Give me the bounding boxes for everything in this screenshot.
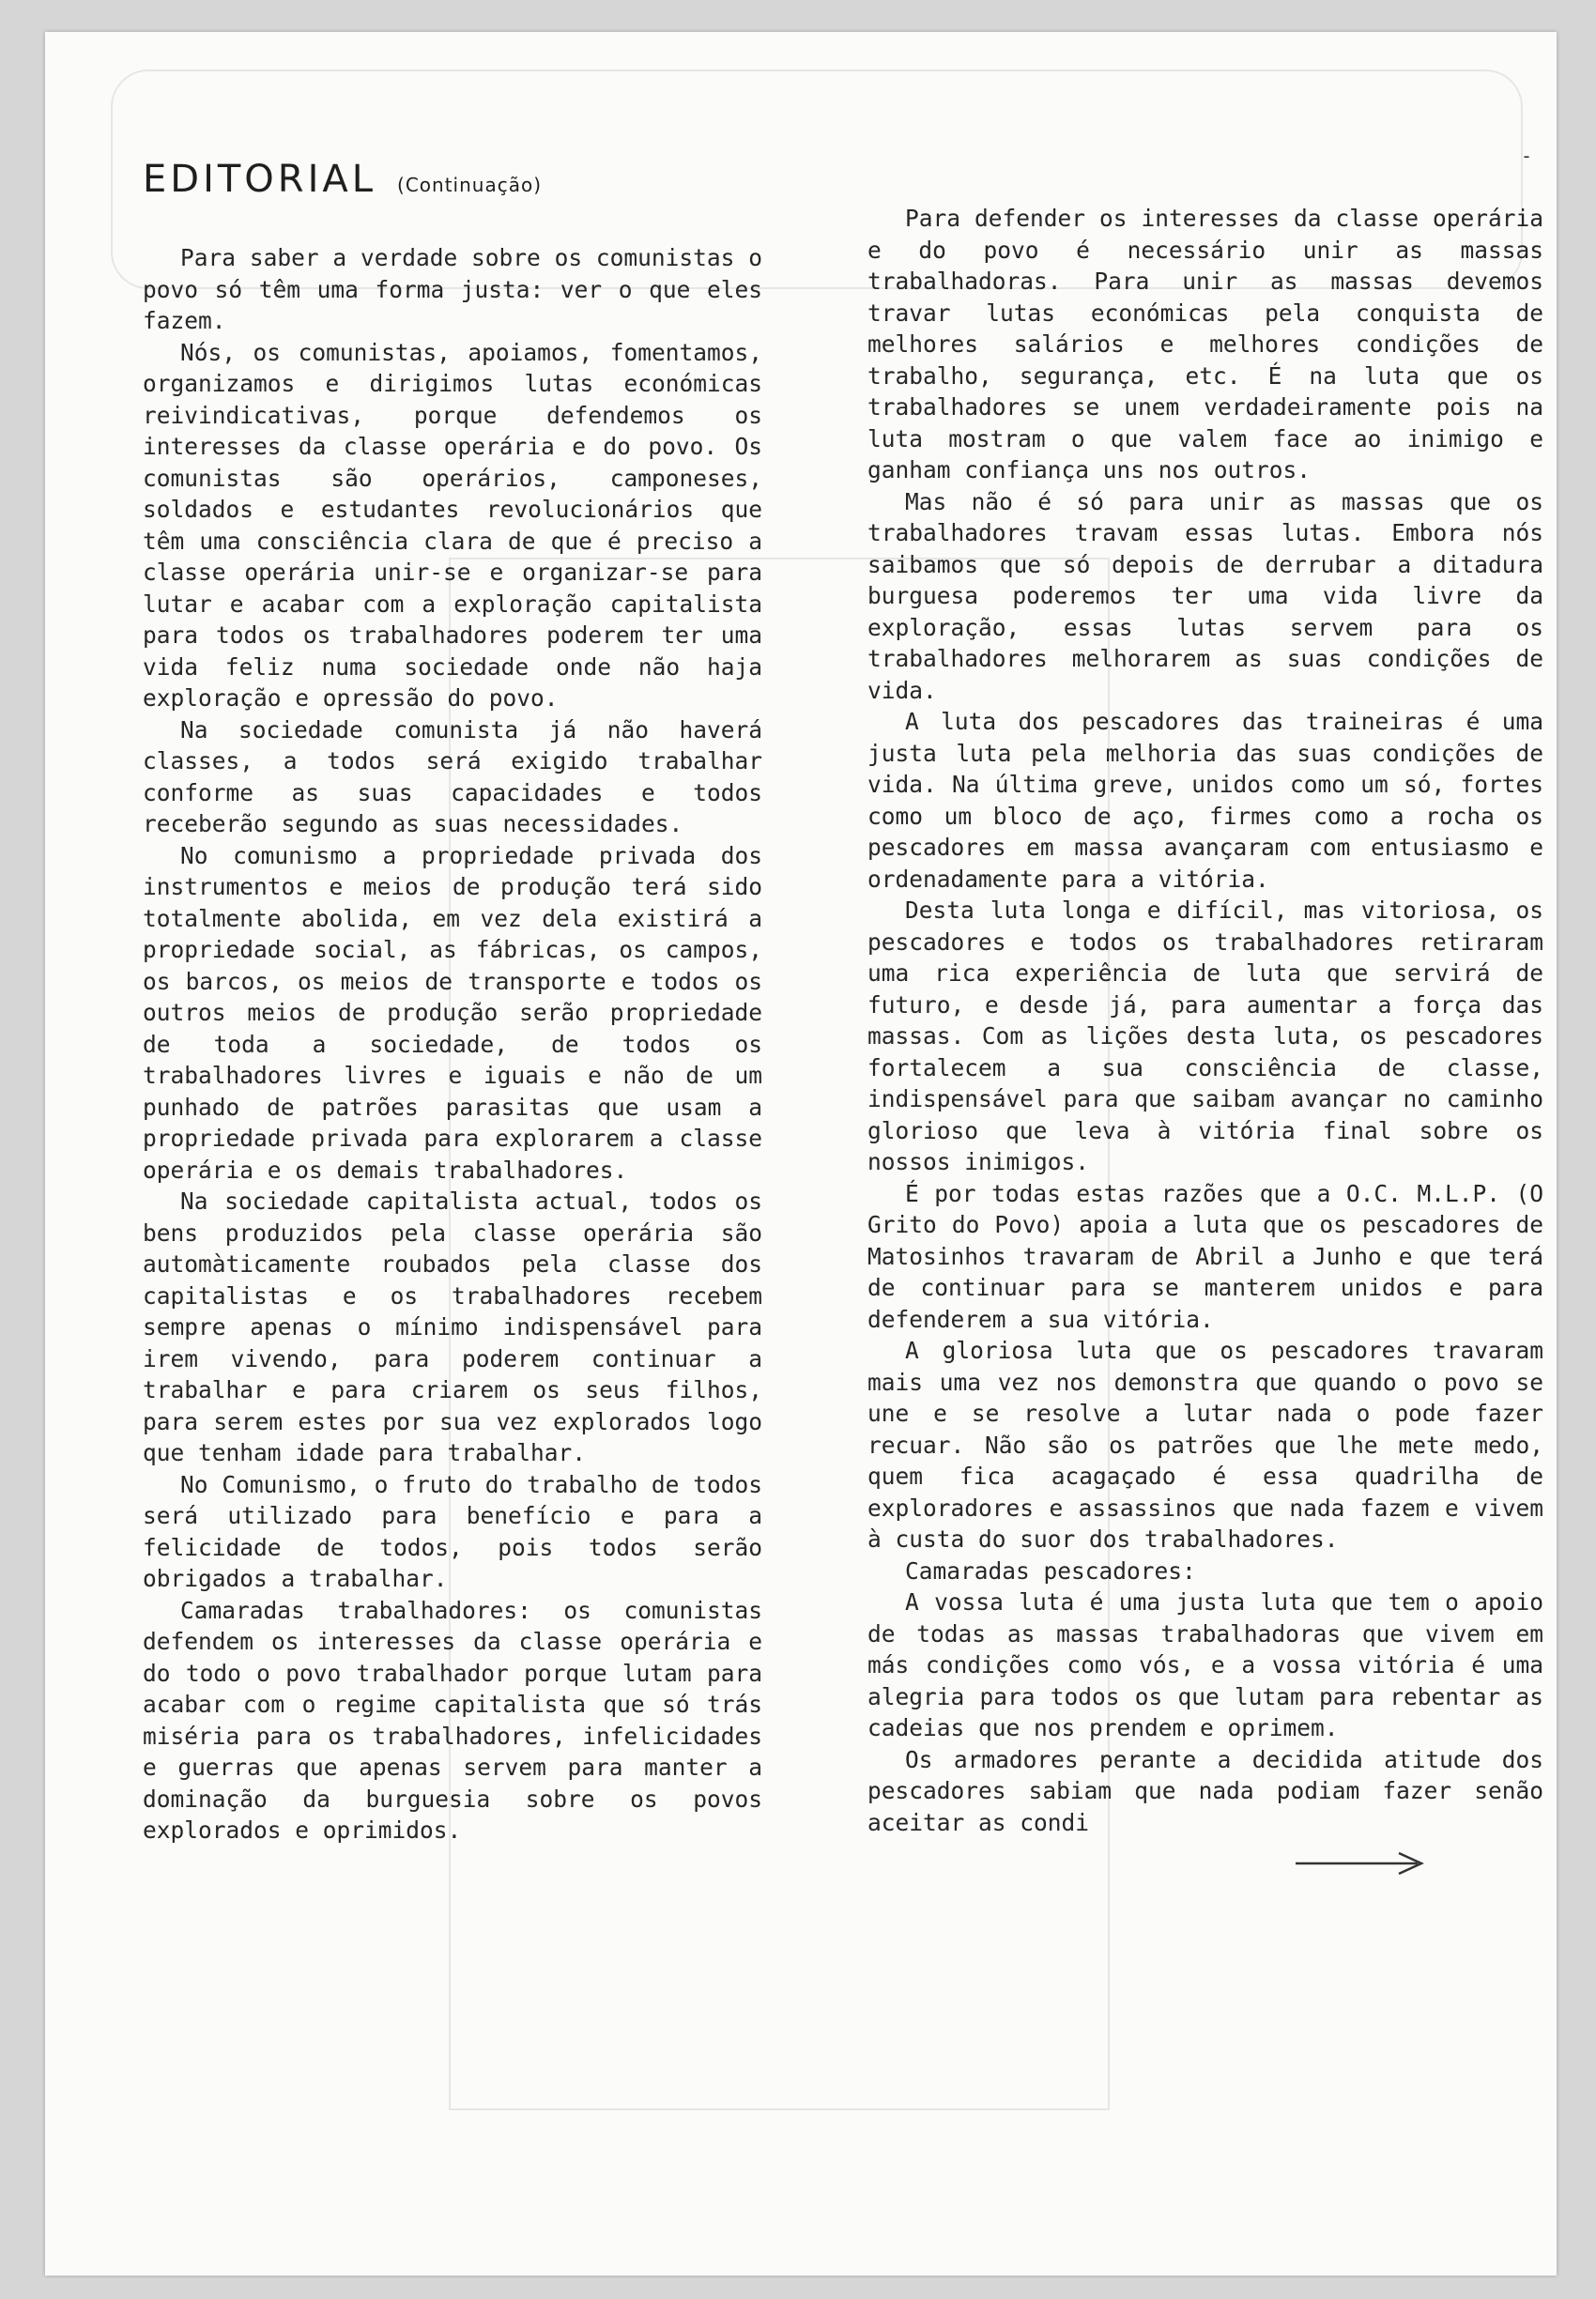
right-column bbox=[867, 203, 1543, 1866]
paragraph: Mas não é só para unir as massas que os trabalhadores travam essas lutas. Embora nós saibamos que só depois de derrubar a ditadura burguesa poderemos ter uma vida livre da exploração, essas lutas servem para os trabalhadores melhorarem as suas condições de vida. bbox=[867, 487, 1543, 704]
paragraph: A gloriosa luta que os pescadores travaram mais uma vez nos demonstra que quando o povo se une e se resolve a lutar nada o pode fazer recuar. Não são os patrões que lhe mete medo, quem fica acagaçado é essa quadrilha de exploradores e assassinos que nada fazem e vivem à custa do suor dos trabalhadores. bbox=[867, 1337, 1543, 1553]
paragraph: Na sociedade capitalista actual, todos os bens produzidos pela classe operária são automàticamente roubados pela classe dos capitalistas e os trabalhadores recebem sempre apenas o mínimo indispensável para irem vivendo, para poderem continuar a trabalhar e para criarem os seus filhos, para serem estes por sua vez explorados logo que tenham idade para trabalhar. bbox=[143, 1188, 762, 1466]
paragraph: Camaradas pescadores: bbox=[905, 1556, 1196, 1585]
paragraph: Nós, os comunistas, apoiamos, fomentamos, organizamos e dirigimos lutas económicas reivindicativas, porque defendemos os interesses da classe operária e do povo. Os comunistas são operários, camponeses, soldados e estudantes revolucionários que têm uma consciência clara de que é preciso a classe operária unir-se e organizar-se para lutar e acabar com a exploração capitalista para todos os trabalhadores poderem ter uma vida feliz numa sociedade onde não haja exploração e opressão do povo. bbox=[143, 338, 762, 712]
paragraph: A luta dos pescadores das traineiras é uma justa luta pela melhoria das suas condições de vida. Na última greve, unidos como um só, fortes como um bloco de aço, firmes como a rocha os pescadores em massa avançaram com entusiasmo e ordenadamente para a vitória. bbox=[867, 708, 1543, 893]
paragraph: Os armadores perante a decidida atitude dos pescadores sabiam que nada podiam fazer senão aceitar as condi bbox=[867, 1745, 1543, 1836]
continue-arrow-icon bbox=[1294, 1849, 1425, 1878]
editorial-title: EDITORIAL bbox=[143, 158, 377, 201]
corner-mark: - bbox=[1520, 145, 1532, 167]
paragraph: Para defender os interesses da classe operária e do povo é necessário unir as massas trabalhadoras. Para unir as massas devemos travar lutas económicas pela conquista de melhores salários e melhores condições de trabalho, segurança, etc. É na luta que os trabalhadores se unem verdadeiramente pois na luta mostram o que valem face ao inimigo e ganham confiança uns nos outros. bbox=[867, 205, 1543, 483]
paragraph: Desta luta longa e difícil, mas vitoriosa, os pescadores e todos os trabalhadores retiraram uma rica experiência de luta que servirá de futuro, e desde já, para aumentar a força das massas. Com as lições desta luta, os pescadores fortalecem a sua consciência de classe, indispensável para que saibam avançar no caminho glorioso que leva à vitória final sobre os nossos inimigos. bbox=[867, 897, 1543, 1175]
paragraph: A vossa luta é uma justa luta que tem o apoio de todas as massas trabalhadoras que vivem em más condições como vós, e a vossa vitória é uma alegria para todos os que lutam para rebentar as cadeias que nos prendem e oprimem. bbox=[867, 1588, 1543, 1741]
paragraph: Para saber a verdade sobre os comunistas o povo só têm uma forma justa: ver o que eles fazem. bbox=[143, 244, 762, 334]
left-column bbox=[143, 32, 762, 1847]
paragraph: No comunismo a propriedade privada dos instrumentos e meios de produção terá sido totalmente abolida, em vez dela existirá a propriedade social, as fábricas, os campos, os barcos, os meios de transporte e todos os outros meios de produção serão propriedade de toda a sociedade, de todos os trabalhadores livres e iguais e não de um punhado de patrões parasitas que usam a propriedade privada para explorarem a classe operária e os demais trabalhadores. bbox=[143, 841, 762, 1184]
paragraph: Camaradas trabalhadores: os comunistas defendem os interesses da classe operária e do todo o povo trabalhador porque lutam para acabar com o regime capitalista que só trás miséria para os trabalhadores, infelicidades e guerras que apenas servem para manter a dominação da burguesia sobre os povos explorados e oprimidos. bbox=[143, 1596, 762, 1844]
paragraph: É por todas estas razões que a O.C. M.L.P. (O Grito do Povo) apoia a luta que os pescadores de Matosinhos travaram de Abril a Junho e que terá de continuar para se manterem unidos e para defenderem a sua vitória. bbox=[867, 1179, 1543, 1333]
paragraph: Na sociedade comunista já não haverá classes, a todos será exigido trabalhar conforme as suas capacidades e todos receberão segundo as suas necessidades. bbox=[143, 715, 762, 837]
paragraph: No Comunismo, o fruto do trabalho de todos será utilizado para benefício e para a felicidade de todos, pois todos serão obrigados a trabalhar. bbox=[143, 1470, 762, 1592]
document-page bbox=[45, 32, 1557, 2276]
editorial-subtitle: (Continuação) bbox=[397, 174, 543, 196]
